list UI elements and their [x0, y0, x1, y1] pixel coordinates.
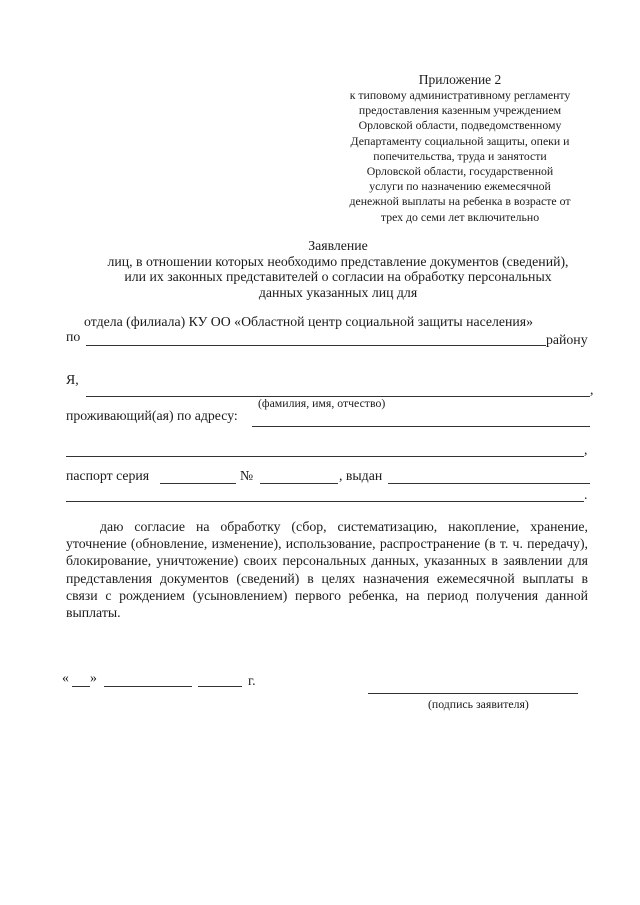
appendix-block: [330, 72, 590, 225]
address-field-2[interactable]: [66, 456, 584, 457]
appendix-line: Орловской области, государственной: [366, 164, 554, 179]
date-day-field[interactable]: [72, 686, 90, 687]
po-label: по: [66, 329, 81, 344]
rayon-label: району: [546, 332, 588, 347]
fio-comma: ,: [590, 382, 594, 397]
appendix-line: услуги по назначению ежемесячной: [369, 179, 551, 194]
issued-label: , выдан: [339, 468, 383, 483]
appendix-title: Приложение 2: [418, 72, 502, 87]
fio-hint: (фамилия, имя, отчество): [258, 396, 386, 410]
appendix-line: предоставления казенным учреждением: [358, 103, 562, 118]
issued-field-2[interactable]: [66, 501, 584, 502]
address-label: проживающий(ая) по адресу:: [66, 408, 238, 423]
appendix-line: попечительства, труда и занятости: [373, 148, 547, 163]
appendix-line: трех до семи лет включительно: [380, 209, 540, 224]
address-comma: ,: [584, 442, 588, 457]
passport-number-field[interactable]: [260, 483, 338, 484]
year-suffix: г.: [248, 673, 256, 688]
consent-paragraph: даю согласие на обработку (сбор, систематизацию, накопление, хранение, уточнение (обновление, изменение), использование, распространение (в т. ч. передачу), блокирование, уничтожение) своих персональных данных, указанных в заявлении для представления документов (сведений) в целях назначения ежемесячной выплаты в связи с рождением (усыновлением) первого ребенка, на период получения данной выплаты.: [66, 519, 588, 621]
statement-subtitle-line: лиц, в отношении которых необходимо представление документов (сведений),: [107, 253, 569, 269]
ya-label: Я,: [66, 372, 79, 387]
passport-number-label: №: [240, 468, 254, 483]
statement-subtitle-line: или их законных представителей о согласии на обработку персональных: [124, 269, 552, 284]
statement-title: Заявление: [308, 238, 368, 253]
passport-series-field[interactable]: [160, 483, 236, 484]
issued-field[interactable]: [388, 483, 590, 484]
date-close-quote: »: [90, 670, 97, 685]
signature-field[interactable]: [368, 693, 578, 694]
appendix-line: денежной выплаты на ребенка в возрасте от: [349, 194, 571, 209]
address-field[interactable]: [252, 426, 590, 427]
appendix-line: к типовому административному регламенту: [349, 88, 571, 102]
statement-header: [60, 238, 616, 300]
date-open-quote: «: [62, 670, 69, 685]
signature-hint: (подпись заявителя): [428, 697, 529, 711]
office-line: отдела (филиала) КУ ОО «Областной центр социальной защиты населения»: [84, 314, 534, 329]
passport-series-label: паспорт серия: [66, 468, 150, 483]
statement-subtitle-line: данных указанных лиц для: [258, 284, 418, 300]
issued-period: .: [584, 487, 588, 502]
date-year-field[interactable]: [198, 686, 242, 687]
appendix-line: Орловской области, подведомственному: [358, 118, 562, 133]
appendix-line: Департаменту социальной защиты, опеки и: [350, 133, 570, 148]
date-month-field[interactable]: [104, 686, 192, 687]
rayon-field[interactable]: [86, 345, 546, 346]
